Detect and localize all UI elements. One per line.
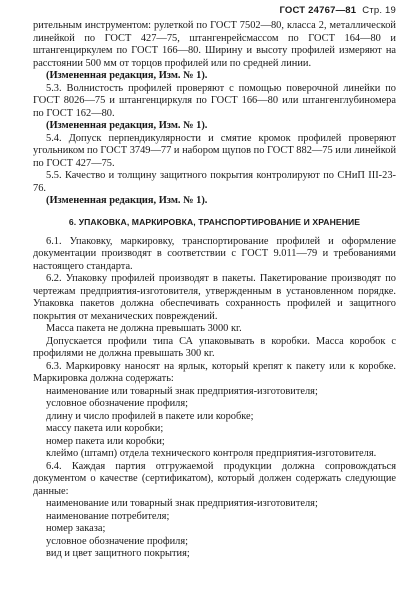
page-header <box>33 5 396 16</box>
clause-5-3: 5.3. Волнистость профилей проверяют с помощью поверочной линейки по ГОСТ 8026—75 и штангенциркуля по ГОСТ 166—80 или штангенглубиномера по ГОСТ 162—80. <box>33 82 396 119</box>
clause-5-4: 5.4. Допуск перпендикулярности и смятие кромок профилей проверяют угольником по ГОСТ 3749—77 и набором щупов по ГОСТ 882—75 или линейкой по ГОСТ 427—75. <box>33 132 396 169</box>
amendment-note: (Измененная редакция, Изм. № 1). <box>46 120 208 131</box>
clause-6-4: 6.4. Каждая партия отгружаемой продукции должна сопровождаться документом о качестве (сертификатом), который должен содержать следующие данные: <box>33 460 396 497</box>
clause-6-2-boxes: Допускается профили типа СА упаковывать в коробки. Масса коробок с профилями не должна превышать 300 кг. <box>33 335 396 359</box>
list-item: длину и число профилей в пакете или коробке; <box>46 410 254 422</box>
list-item: наименование или товарный знак предприятия-изготовителя; <box>46 385 318 397</box>
clause-6-3: 6.3. Маркировку наносят на ярлык, который крепят к пакету или к коробке. Маркировка должна содержать: <box>33 360 396 384</box>
list-item: массу пакета или коробки; <box>46 423 164 434</box>
clause-6-2: 6.2. Упаковку профилей производят в пакеты. Пакетирование производят по чертежам предприятия-изготовителя, утвержденным в установленном порядке. Упаковка пакетов должна обеспечивать сохранность профилей и защитного покрытия от механических повреждений. <box>33 273 396 322</box>
list-item: клеймо (штамп) отдела технического контроля предприятия-изготовителя. <box>46 448 377 459</box>
list-item: вид и цвет защитного покрытия; <box>46 548 190 559</box>
clause-5-5: 5.5. Качество и толщину защитного покрытия контролируют по СНиП III-23-76. <box>33 170 396 194</box>
paragraph-continuation: рительным инструментом: рулеткой по ГОСТ 7502—80, класса 2, металлической линейкой по ГОСТ 427—75, штангенрейсмассом по ГОСТ 164—80 и штангенциркулем по ГОСТ 166—80. Ширину и высоту профилей измеряют на расстоянии 500 мм от торцов профилей или по средней линии. <box>33 20 396 69</box>
list-item: наименование или товарный знак предприятия-изготовителя; <box>46 498 318 509</box>
page-number: Стр. 19 <box>362 5 396 16</box>
section-heading: 6. УПАКОВКА, МАРКИРОВКА, ТРАНСПОРТИРОВАНИЕ И ХРАНЕНИЕ <box>68 216 361 227</box>
list-item: условное обозначение профиля; <box>46 398 188 409</box>
amendment-note: (Измененная редакция, Изм. № 1). <box>46 195 208 206</box>
list-item: наименование потребителя; <box>46 510 170 522</box>
amendment-note: (Измененная редакция, Изм. № 1). <box>46 70 208 81</box>
list-item: номер пакета или коробки; <box>46 435 165 447</box>
clause-6-1: 6.1. Упаковку, маркировку, транспортирование профилей и оформление документации производят в соответствии с ГОСТ 9.011—79 и требованиями настоящего стандарта. <box>33 235 396 272</box>
standard-code: ГОСТ 24767—81 <box>279 5 357 16</box>
list-item: номер заказа; <box>46 523 106 534</box>
clause-6-2-mass: Масса пакета не должна превышать 3000 кг. <box>46 323 242 334</box>
list-item: условное обозначение профиля; <box>46 535 188 547</box>
